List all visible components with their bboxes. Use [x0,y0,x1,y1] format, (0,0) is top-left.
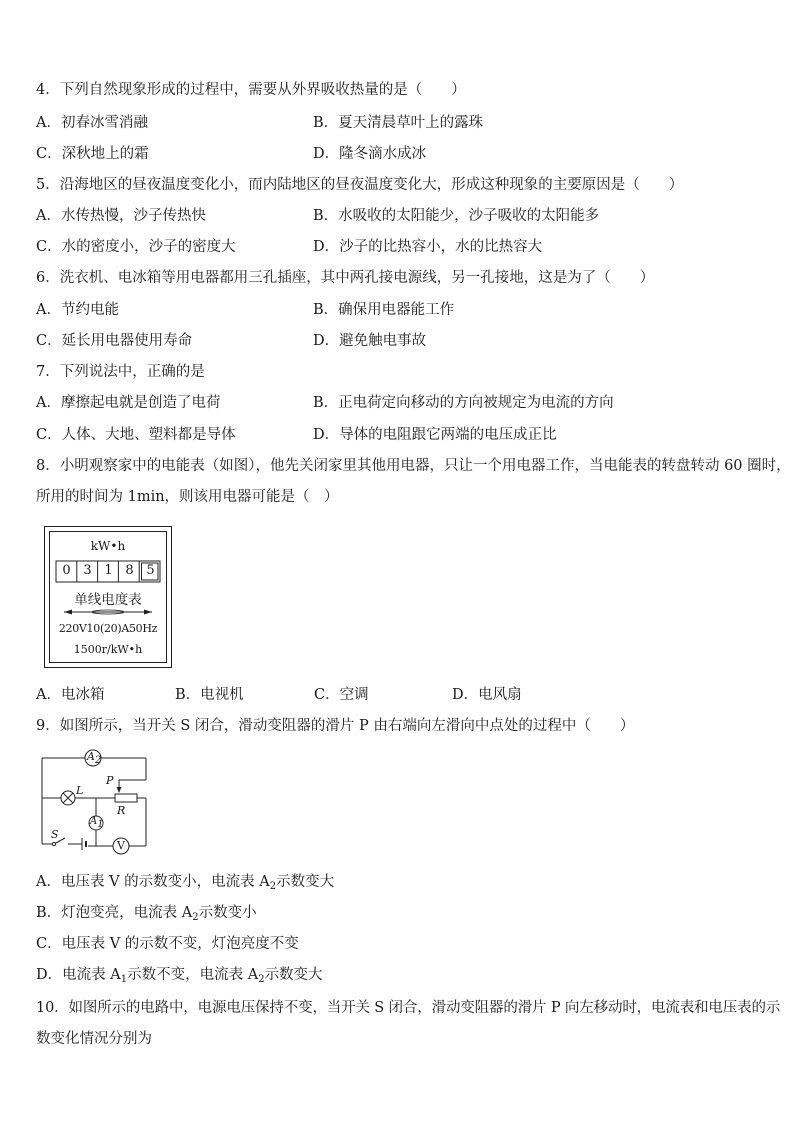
q6-option-b[interactable]: B．确保用电器能工作 [313,302,455,318]
q6-option-c[interactable]: C．延长用电器使用寿命 [36,333,193,349]
q4-option-a[interactable]: A．初春冰雪消融 [36,115,148,131]
q5-option-c[interactable]: C．水的密度小，沙子的密度大 [36,239,236,255]
meter-digits [56,563,160,582]
q8-option-d[interactable]: D．电风扇 [452,687,522,703]
q5-option-b[interactable]: B．水吸收的太阳能少，沙子吸收的太阳能多 [313,208,600,224]
q8-stem-line2: 所用的时间为 1min，则该用电器可能是（ ） [36,489,339,505]
meter-constant: 1500r/kW•h [73,643,143,656]
q9-option-b[interactable]: B．灯泡变亮，电流表 $A_2$示数变小 [36,905,257,923]
q5-options [36,206,776,226]
q8-option-c[interactable]: C．空调 [314,687,369,703]
q8-option-b[interactable]: B．电视机 [175,687,244,703]
q7-option-c[interactable]: C．人体、大地、塑料都是导体 [36,427,236,443]
meter-digit-3: 1 [104,563,113,578]
switch-label: S [51,828,59,841]
q6-stem: 6．洗衣机、电冰箱等用电器都用三孔插座，其中两孔接电源线，另一孔接地，这是为了（ ） [36,270,655,286]
q7-stem: 7．下列说法中，正确的是 [36,364,205,380]
circuit-figure [36,744,156,860]
q4-options-2 [36,144,776,164]
q9-option-a[interactable]: A．电压表 V 的示数变小，电流表 $A_2$示数变大 [36,874,335,892]
meter-title: 单线电度表 [74,592,142,608]
meter-unit: kW•h [90,539,126,553]
q9-stem: 9．如图所示，当开关 S 闭合，滑动变阻器的滑片 P 由右端向左滑向中点处的过程中（ ） [36,718,635,734]
q7-option-d[interactable]: D．导体的电阻跟它两端的电压成正比 [313,427,557,443]
meter-digit-1: 0 [62,563,71,578]
q5-options-2 [36,237,776,257]
q4-option-b[interactable]: B．夏天清晨草叶上的露珠 [313,115,484,131]
q5-option-d[interactable]: D．沙子的比热容小，水的比热容大 [313,239,543,255]
lamp-label: L [76,784,84,797]
meter-digit-2: 3 [83,563,92,578]
meter-digit-5: 5 [146,563,155,578]
q7-options [36,393,776,413]
q8-options [36,685,776,705]
q6-options [36,300,776,320]
ammeter-a1-label: $A_1$ [90,816,104,830]
q7-option-b[interactable]: B．正电荷定向移动的方向被规定为电流的方向 [313,395,614,411]
ammeter-a2-label: $A_2$ [87,750,102,766]
q4-option-c[interactable]: C．深秋地上的霜 [36,146,149,162]
q10-stem-line1: 10．如图所示的电路中，电源电压保持不变，当开关 S 闭合，滑动变阻器的滑片 P 向左移动时，电流表和电压表的示 [36,1000,781,1016]
slider-label: P [106,774,114,787]
q5-option-a[interactable]: A．水传热慢，沙子传热快 [36,208,206,224]
q7-options-2 [36,425,776,445]
q8-stem-line1: 8．小明观察家中的电能表（如图），他先关闭家里其他用电器，只让一个用电器工作，当电能表的转盘转动 60 圈时， [36,458,791,474]
q6-option-a[interactable]: A．节约电能 [36,302,119,318]
meter-digit-4: 8 [125,563,134,578]
q9-option-c[interactable]: C．电压表 V 的示数不变，灯泡亮度不变 [36,936,299,952]
q7-option-a[interactable]: A．摩擦起电就是创造了电荷 [36,395,221,411]
q9-option-d[interactable]: D．电流表 $A_1$示数不变，电流表 $A_2$示数变大 [36,967,323,985]
q8-option-a[interactable]: A．电冰箱 [36,687,105,703]
voltmeter-label: V [117,839,125,852]
q10-stem-line2: 数变化情况分别为 [36,1031,152,1047]
q4-option-d[interactable]: D．隆冬滴水成冰 [313,146,427,162]
q4-options [36,113,776,133]
q5-stem: 5．沿海地区的昼夜温度变化小，而内陆地区的昼夜温度变化大，形成这种现象的主要原因是（ ） [36,177,684,193]
meter-rating: 220V10(20)A50Hz [58,622,158,635]
rheostat-label: R [117,804,126,817]
energy-meter-figure [44,526,172,668]
q6-options-2 [36,331,776,351]
q4-stem: 4．下列自然现象形成的过程中，需要从外界吸收热量的是（ ） [36,82,466,98]
q6-option-d[interactable]: D．避免触电事故 [313,333,427,349]
